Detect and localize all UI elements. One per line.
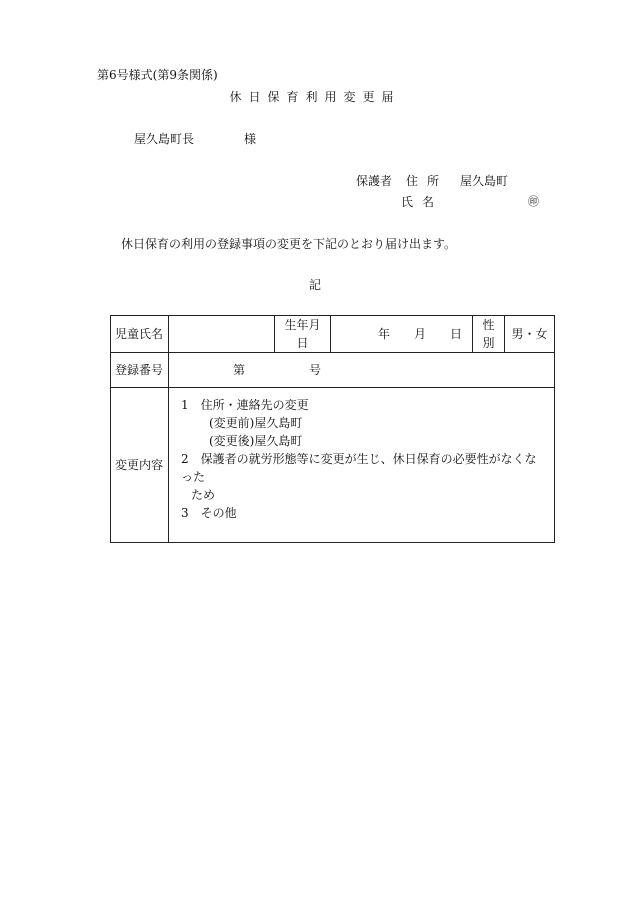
table-row: [111, 388, 555, 543]
guardian-label: 保護者: [356, 174, 393, 188]
registration-number-label: 登録番号: [111, 353, 169, 388]
birthdate-field[interactable]: [331, 316, 473, 353]
form-number: 第6号様式(第9条関係): [97, 68, 218, 82]
change-item-2-cont: ため: [191, 488, 216, 502]
year-unit: 年: [377, 327, 390, 341]
change-form-table: [110, 315, 555, 543]
month-unit: 月: [413, 327, 426, 341]
address-value: 屋久島町: [460, 174, 509, 188]
addressee-name: 屋久島町長: [134, 132, 195, 146]
birthdate-label: 生年月日: [275, 316, 331, 353]
change-item-before: (変更前)屋久島町: [209, 416, 303, 430]
change-content-field[interactable]: [169, 388, 555, 543]
statement-text: 休日保育の利用の登録事項の変更を下記のとおり届け出ます。: [121, 237, 457, 251]
gender-label: 性別: [473, 316, 505, 353]
change-content-label: 変更内容: [111, 388, 169, 543]
day-unit: 日: [449, 327, 462, 341]
table-row: [111, 316, 555, 353]
change-item-2: 2 保護者の就労形態等に変更が生じ、休日保育の必要性がなくなった: [181, 452, 537, 484]
change-item-3: 3 その他: [181, 506, 237, 520]
gender-options[interactable]: 男・女: [505, 316, 555, 353]
reg-dai: 第: [233, 363, 246, 377]
guardian-name-label: 氏名: [401, 195, 444, 209]
change-item-1: 1 住所・連絡先の変更: [181, 398, 309, 412]
ki-heading: 記: [308, 278, 321, 292]
reg-go: 号: [309, 363, 322, 377]
registration-number-field[interactable]: [169, 353, 555, 388]
change-item-after: (変更後)屋久島町: [209, 434, 303, 448]
guardian-address-line: [356, 172, 508, 189]
address-label: 住所: [406, 174, 449, 188]
table-row: [111, 353, 555, 388]
document-title: 休日保育利用変更届: [229, 90, 401, 104]
child-name-field[interactable]: [169, 316, 275, 353]
seal-mark: ㊞: [528, 195, 539, 208]
addressee-honorific: 様: [244, 132, 257, 146]
child-name-label: 児童氏名: [111, 316, 169, 353]
addressee: [134, 130, 256, 147]
